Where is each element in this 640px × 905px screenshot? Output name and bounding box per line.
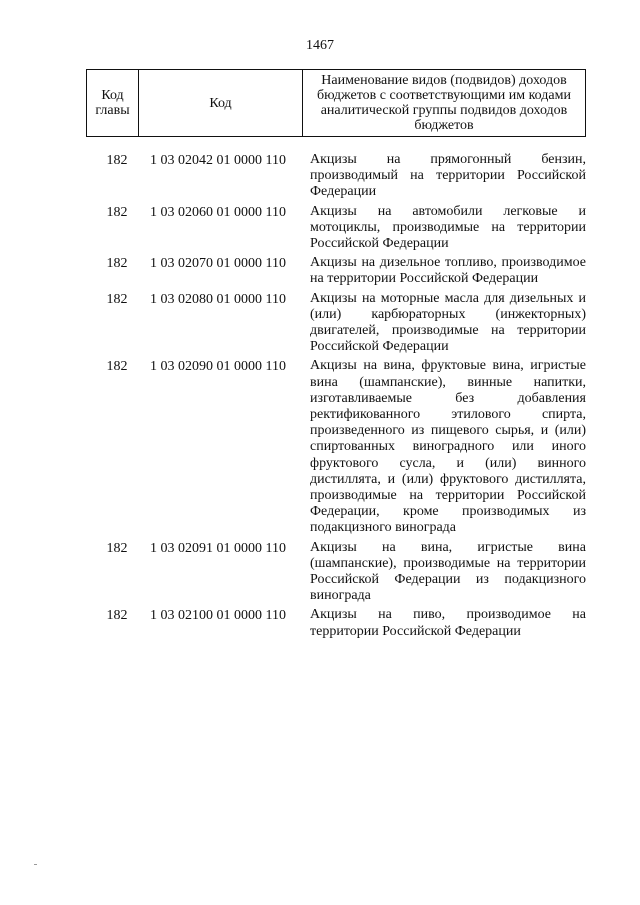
page-number: 1467 <box>306 38 334 53</box>
row-name: Акцизы на прямогонный бензин, производимый на территории Российской Федерации <box>310 152 586 200</box>
row-code: 1 03 02090 01 0000 110 <box>150 359 286 375</box>
row-chapter-code: 182 <box>106 608 128 624</box>
table-row <box>0 204 640 253</box>
header-chapter-code: Код главы <box>87 70 139 136</box>
row-name: Акцизы на дизельное топливо, производимое на территории Российской Федерации <box>310 255 586 287</box>
row-name: Акцизы на вина, игристые вина (шампанские), производимые на территории Российской Федерации из подакцизного винограда <box>310 539 586 604</box>
row-name: Акцизы на моторные масла для дизельных и (или) карбюраторных (инжекторных) двигателей, производимые на территории Российской Федерации <box>310 290 586 355</box>
row-name: Акцизы на автомобили легковые и мотоциклы, производимые на территории Российской Федерации <box>310 203 586 252</box>
header-name: Наименование видов (подвидов) доходов бюджетов с соответствующими им кодами аналитической группы подвидов доходов бюджетов <box>317 73 571 133</box>
row-code: 1 03 02100 01 0000 110 <box>150 608 286 624</box>
row-code: 1 03 02070 01 0000 110 <box>150 256 286 272</box>
header-code: Код <box>139 70 303 136</box>
row-chapter-code: 182 <box>106 540 128 556</box>
row-chapter-code: 182 <box>106 359 128 375</box>
table-row <box>0 152 640 201</box>
table-row <box>0 255 640 287</box>
row-chapter-code: 182 <box>106 153 128 168</box>
row-name: Акцизы на пиво, производимое на территории Российской Федерации <box>310 607 586 639</box>
table-row <box>0 291 640 356</box>
table-header <box>86 69 586 137</box>
row-chapter-code: 182 <box>106 204 128 220</box>
table-row <box>0 358 640 536</box>
row-chapter-code: 182 <box>106 256 128 272</box>
table-row <box>0 607 640 639</box>
scan-speck <box>34 864 37 865</box>
row-chapter-code: 182 <box>106 291 128 307</box>
row-code: 1 03 02042 01 0000 110 <box>150 153 286 168</box>
row-code: 1 03 02091 01 0000 110 <box>150 540 286 556</box>
table-row <box>0 540 640 605</box>
table-body <box>0 152 640 643</box>
row-name: Акцизы на вина, фруктовые вина, игристые вина (шампанские), винные напитки, изготавливаемые без добавления ректификованного этилового спирта, произведенного из пищевого сырья, и (или) спиртованных виноградного или иного фруктового сусла, и (или) винного дистиллята, и (или) фруктового дистиллята, производимые на территории Российской Федерации, кроме производимых из подакцизного винограда <box>310 358 586 536</box>
row-code: 1 03 02060 01 0000 110 <box>150 204 286 220</box>
row-code: 1 03 02080 01 0000 110 <box>150 291 286 307</box>
